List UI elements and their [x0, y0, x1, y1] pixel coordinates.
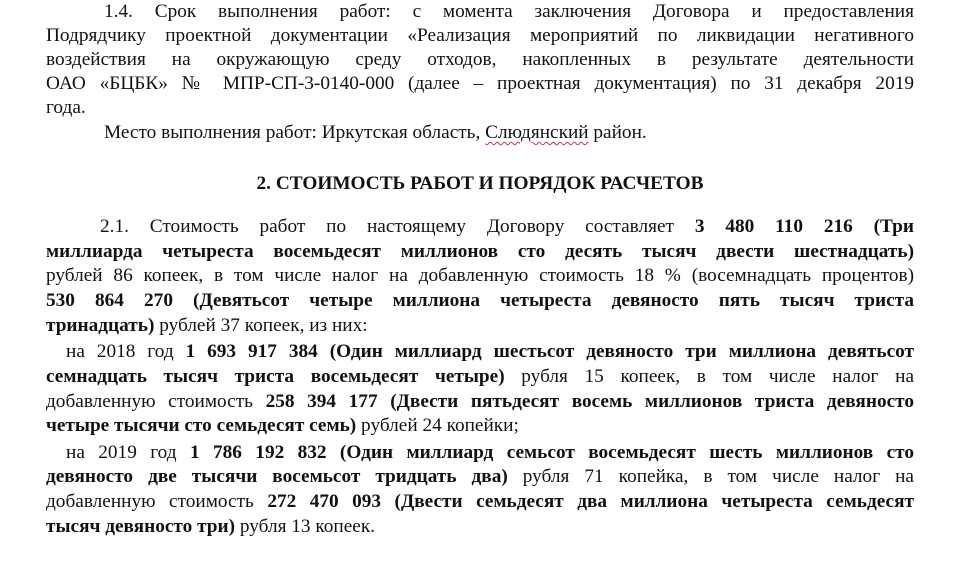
year-2019-label: на 2019 год [66, 442, 190, 463]
year-2018-line-3 [46, 390, 914, 414]
clause-1-4-line-1 [104, 0, 914, 24]
clause-2-1-text: рублей 86 копеек, в том числе налог на добавленную стоимость 18 % (восемнадцать процентов) [46, 265, 914, 286]
year-2018-line-4 [46, 414, 914, 438]
clause-2-1-line-4 [46, 289, 914, 313]
clause-1-4-line-2 [46, 24, 914, 48]
year-2018-amount-words: семнадцать тысяч триста восемьдесят четыре) [46, 366, 505, 387]
year-2018-line-2 [46, 365, 914, 389]
clause-1-4-line-3 [46, 48, 914, 72]
clause-1-4-text: Подрядчику проектной документации «Реализация мероприятий по ликвидации негативного [46, 25, 914, 46]
year-2019-text: рубля 13 копеек. [235, 516, 376, 537]
section-heading-text: 2. СТОИМОСТЬ РАБОТ И ПОРЯДОК РАСЧЕТОВ [256, 173, 704, 194]
clause-2-1-text: 2.1. Стоимость работ по настоящему Договору составляет [100, 216, 695, 237]
work-location-label: Место выполнения работ: Иркутская область, [104, 122, 486, 143]
clause-1-4-line-4 [46, 72, 914, 96]
clause-1-4-text: воздействия на окружающую среду отходов, накопленных в результате деятельности [46, 49, 914, 70]
year-2019-line-4 [46, 515, 914, 539]
year-2019-amount: 1 786 192 832 (Один миллиард семьсот восемьдесят шесть миллионов сто [189, 442, 914, 463]
year-2019-amount-words: девяносто две тысячи восемьсот тридцать два) [46, 466, 508, 487]
clause-2-1-line-5 [46, 314, 914, 338]
clause-1-4-text: года. [46, 97, 86, 118]
year-2019-vat-words: тысяч девяносто три) [46, 516, 236, 537]
year-2018-vat-amount: 258 394 177 (Двести пятьдесят восемь миллионов триста девяносто [265, 391, 915, 412]
year-2018-vat-words: четыре тысячи сто семьдесят семь) [46, 415, 357, 436]
clause-1-4-text: 1.4. Срок выполнения работ: с момента заключения Договора и предоставления [104, 1, 914, 22]
work-location-suffix: район. [588, 122, 647, 143]
work-location [104, 121, 914, 145]
clause-2-1-line-1 [100, 215, 914, 239]
work-location-district: Слюдянский [485, 122, 589, 143]
year-2019-text: рубля 71 копейка, в том числе налог на [507, 466, 914, 487]
clause-2-1-text: рублей 37 копеек, из них: [154, 315, 368, 336]
year-2018-label: на 2018 год [66, 341, 186, 362]
year-2019-line-2 [46, 465, 914, 489]
vat-amount: 530 864 270 (Девятьсот четыре миллиона четыреста девяносто пять тысяч триста [46, 290, 914, 311]
total-cost-words: миллиарда четыреста восемьдесят миллионов сто десять тысяч двести шестнадцать) [46, 241, 914, 262]
year-2018-text: добавленную стоимость [46, 391, 266, 412]
total-cost-amount: 3 480 110 216 (Три [694, 216, 914, 237]
year-2019-line-3 [46, 490, 914, 514]
year-2018-line-1 [66, 340, 914, 364]
section-2-heading [46, 172, 914, 196]
year-2018-text: рубля 15 копеек, в том числе налог на [504, 366, 915, 387]
clause-1-4-line-5 [46, 96, 914, 120]
year-2019-vat-amount: 272 470 093 (Двести семьдесят два миллиона четыреста семьдесят [267, 491, 914, 512]
clause-2-1-line-3 [46, 264, 914, 288]
year-2019-line-1 [66, 441, 914, 465]
clause-1-4-text: ОАО «БЦБК» № МПР-СП-3-0140-000 (далее – проектная документация) по 31 декабря 2019 [46, 73, 914, 94]
year-2019-text: добавленную стоимость [46, 491, 268, 512]
vat-amount-words: тринадцать) [46, 315, 155, 336]
year-2018-text: рублей 24 копейки; [356, 415, 519, 436]
clause-2-1-line-2 [46, 240, 914, 264]
year-2018-amount: 1 693 917 384 (Один миллиард шестьсот девяносто три миллиона девятьсот [185, 341, 914, 362]
